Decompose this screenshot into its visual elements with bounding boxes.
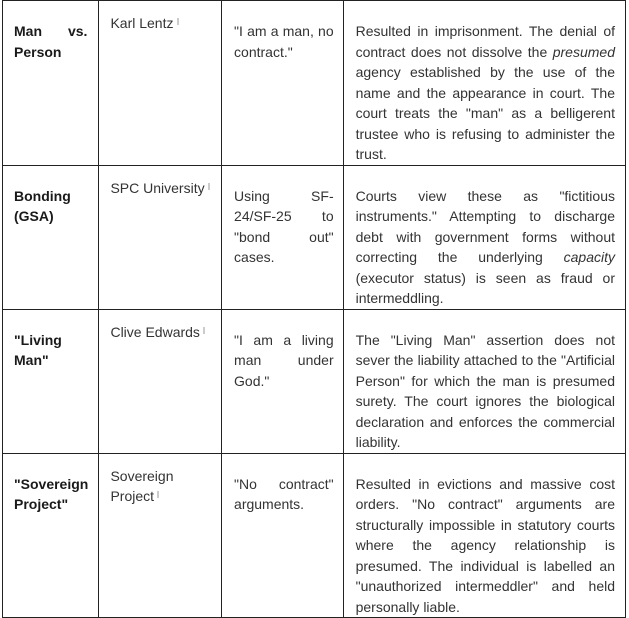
table-row xyxy=(3,309,626,453)
row-label: "Living Man" xyxy=(14,331,62,368)
result-cell xyxy=(343,453,625,618)
source-name: SPC University xyxy=(110,179,205,196)
row-label: "Sovereign Project" xyxy=(14,475,89,512)
result-text xyxy=(344,166,625,309)
claim-text: Using SF-24/SF-25 to "bond out" cases. xyxy=(234,187,334,265)
row-label-cell xyxy=(3,165,99,309)
emphasis-text: presumed xyxy=(552,43,615,60)
row-label-cell xyxy=(3,1,99,166)
result-text xyxy=(344,1,625,165)
claim-cell xyxy=(222,165,344,309)
text-segment: (executor status) is seen as fraud or intermeddling. xyxy=(355,269,615,306)
claim-text: "I am a living man under God." xyxy=(234,331,334,389)
citation-marker-icon xyxy=(208,183,210,190)
result-text xyxy=(344,454,625,618)
claim-cell xyxy=(222,309,344,453)
citation-marker-icon xyxy=(203,327,205,334)
row-label: Bonding (GSA) xyxy=(14,187,71,224)
source-name: Clive Edwards xyxy=(110,323,200,340)
source-name: Sovereign Project xyxy=(110,467,174,504)
claim-cell xyxy=(222,1,344,166)
citation-marker-icon xyxy=(177,18,179,25)
text-segment: agency established by the use of the name and the appearance in court. The court treats the "man" as a belligerent trustee who is refusing to administer the trust. xyxy=(355,64,615,162)
source-cell xyxy=(99,165,222,309)
row-label-cell xyxy=(3,309,99,453)
source-name: Karl Lentz xyxy=(110,15,174,31)
source-cell xyxy=(99,309,222,453)
row-label: Man vs. Person xyxy=(14,23,88,60)
comparison-table xyxy=(2,0,626,618)
claim-cell xyxy=(222,453,344,618)
table-row xyxy=(3,453,626,618)
result-text xyxy=(344,310,625,453)
citation-marker-icon xyxy=(157,491,159,498)
result-cell xyxy=(343,309,625,453)
row-label-cell xyxy=(3,453,99,618)
source-cell xyxy=(99,1,222,166)
table-row xyxy=(3,165,626,309)
claim-text: "No contract" arguments. xyxy=(234,475,334,512)
text-segment: The "Living Man" assertion does not sever the liability attached to the "Artificial Person" for which the man is presumed surety. The court ignores the biological declaration and enforces the commercial liability. xyxy=(355,331,615,450)
text-segment: Courts view these as "fictitious instruments." Attempting to discharge debt with government forms without correcting the underlying xyxy=(355,187,615,265)
source-cell xyxy=(99,453,222,618)
emphasis-text: capacity xyxy=(563,249,615,265)
table-row xyxy=(3,1,626,166)
result-cell xyxy=(343,165,625,309)
text-segment: Resulted in imprisonment. The denial of contract does not dissolve the xyxy=(355,23,615,60)
result-cell xyxy=(343,1,625,166)
text-segment: Resulted in evictions and massive cost orders. "No contract" arguments are structurally impossible in statutory courts where the agency relationship is presumed. The individual is labelled an "unauthorized intermeddler" and held personally liable. xyxy=(355,475,615,615)
claim-text: "I am a man, no contract." xyxy=(234,23,334,60)
